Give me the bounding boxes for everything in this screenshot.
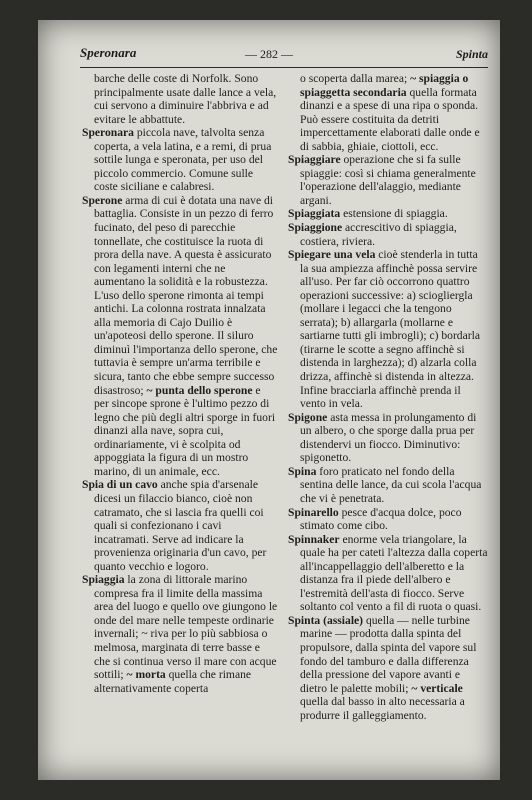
entry-text: piccola nave, talvolta senza coperta, a vela latina, e a remi, di prua sottile lunga e speronata, per uso del piccolo commercio. Comune sulle coste siciliane e calabresi.	[94, 126, 272, 194]
dictionary-entry	[288, 221, 488, 248]
dictionary-entry	[288, 506, 488, 533]
dictionary-entry	[82, 72, 278, 126]
right-column	[288, 72, 488, 722]
entry-headword: Spinta (assiale)	[288, 613, 364, 627]
entry-headword: Spiaggiare	[288, 153, 341, 167]
dictionary-entry	[82, 194, 278, 478]
entry-text: enorme vela triangolare, la quale ha per cateti l'altezza dalla coperta all'incappellaggio dell'alberetto e la distanza fra il piede dell'albero e l'estremità dell'asta di fiocco. Serve soltanto col vento a fil di ruota o quasi.	[300, 532, 488, 614]
entry-text-tail: e per sincope sprone è l'ultimo pezzo di legno che più degli altri sporge in fuori dinanzi alla nave, sopra cui, ordinariamente, vi è scolpita od appoggiata la figura di un mostro marino, di un animale, ecc.	[94, 383, 276, 478]
entry-text: la zona di littorale marino compresa fra il limite della massima area del luogo e quello ove giungono le onde del mare nelle tempeste ordinarie invernali; ~ riva per lo più sabbiosa o melmosa, marginata di terre basse e che si continua verso il mare con acque sottili;	[94, 573, 278, 682]
entry-subheadword: ~ spiaggia o spiaggetta secondaria	[300, 72, 469, 99]
entry-text: operazione che si fa sulle spiaggie: così si chiama generalmente l'operazione dell'alaggio, mediante argani.	[300, 153, 476, 207]
dictionary-entry	[288, 153, 488, 207]
entry-text-tail: quella che rimane alternativamente coperta	[94, 668, 252, 695]
entry-subheadword: ~ morta	[126, 668, 166, 682]
entry-headword: Spinnaker	[288, 532, 340, 546]
entry-text-tail: quella dal basso in alto necessaria a produrre il galleggiamento.	[300, 695, 465, 722]
entry-headword: Spigone	[288, 410, 328, 424]
dictionary-entry	[288, 533, 488, 614]
entry-headword: Spiaggiata	[288, 207, 341, 221]
dictionary-entry	[288, 614, 488, 722]
entry-headword: Spiegare una vela	[288, 248, 376, 262]
entry-headword: Spinarello	[288, 505, 339, 519]
entry-headword: Spina	[288, 464, 317, 478]
entry-subheadword: ~ punta dello sperone	[146, 383, 253, 397]
entry-headword: Spiaggione	[288, 221, 343, 235]
dictionary-entry	[288, 411, 488, 465]
entry-text: cioè stenderla in tutta la sua ampiezza affinchè possa servire all'uso. Per far ciò occorrono quattro operazioni successive: a) sciogliergla (mollare i legacci che la tengono serrata); b) allargarla (mollarne e sartiarne tutti gli imbrogli); c) bordarla (tirarne le scotte a segno affinchè si distenda in larghezza); d) alzarla colla drizza, affinchè si distenda in altezza. Infine bracciarla affinchè prenda il vento in vela.	[300, 248, 480, 411]
header-left-title: Speronara	[80, 45, 137, 60]
left-column	[82, 72, 278, 695]
entry-headword: Speronara	[82, 126, 134, 140]
entry-text: foro praticato nel fondo della sentina delle lance, da cui scola l'acqua che vi è penetrata.	[300, 464, 482, 505]
entry-text: barche delle coste di Norfolk. Sono principalmente usate dalle lance a vela, cui servono a diminuire l'abbriva e ad evitare le abbattute.	[94, 72, 277, 126]
entry-subheadword: ~ verticale	[411, 681, 463, 695]
dictionary-entry	[82, 478, 278, 573]
entry-text: estensione di spiaggia.	[340, 207, 448, 221]
dictionary-entry	[288, 465, 488, 506]
dictionary-entry	[288, 207, 488, 221]
entry-text: accrescitivo di spiaggia, costiera, riviera.	[300, 221, 457, 248]
entry-text: arma di cui è dotata una nave di battaglia. Consiste in un pezzo di ferro fucinato, del peso di parecchie tonnellate, che costituisce la ruota di prora della nave. A questa è assicurato con legamenti interni che ne aumentano la solidità e la robustezza. L'uso dello sperone rimonta ai tempi antichi. La colonna rostrata innalzata alla memoria di Cajo Duilio è un'apoteosi dello sperone. Il siluro diminuì l'importanza dello sperone, che tuttavia è sempre un'arma terribile e sicura, tanto che ebbe sempre successo disastroso;	[94, 193, 278, 397]
dictionary-entry	[288, 248, 488, 411]
dictionary-entry	[288, 72, 488, 153]
entry-text: anche spia d'arsenale dicesi un filaccio bianco, cioè non catramato, che si lascia fra quelli coi quali si confezionano i cavi incatramati. Serve ad indicare la provenienza originaria d'un cavo, per quanto vecchio e logoro.	[94, 478, 267, 573]
dictionary-entry	[82, 126, 278, 194]
entry-text: o scoperta dalla marea;	[300, 72, 411, 85]
entry-text: pesce d'acqua dolce, poco stimato come cibo.	[300, 505, 462, 533]
entry-headword: Spiaggia	[82, 573, 125, 587]
header-right-title: Spinta	[455, 47, 488, 61]
header-rule	[80, 67, 488, 68]
entry-text-tail: quella formata dinanzi e a spese di una ripa o sponda. Può essere costituita da detriti impercettamente elaborati dalle onde e di sabbia, ghiaie, ciottoli, ecc.	[300, 85, 480, 153]
entry-headword: Spia di un cavo	[82, 478, 158, 492]
page-number: — 282 —	[245, 47, 293, 61]
entry-text: asta messa in prolungamento di un albero, o che sporge dalla prua per distendervi un fiocco. Diminutivo: spigonetto.	[300, 410, 477, 465]
dictionary-entry	[82, 573, 278, 695]
entry-headword: Sperone	[82, 193, 123, 207]
running-header	[44, 42, 494, 62]
entry-text: quella — nelle turbine marine — prodotta dalla spinta del propulsore, dalla spinta del vapore sul fondo del tamburo e dalla differenza della pressione del vapore avanti e dietro le palette mobili;	[300, 613, 477, 695]
